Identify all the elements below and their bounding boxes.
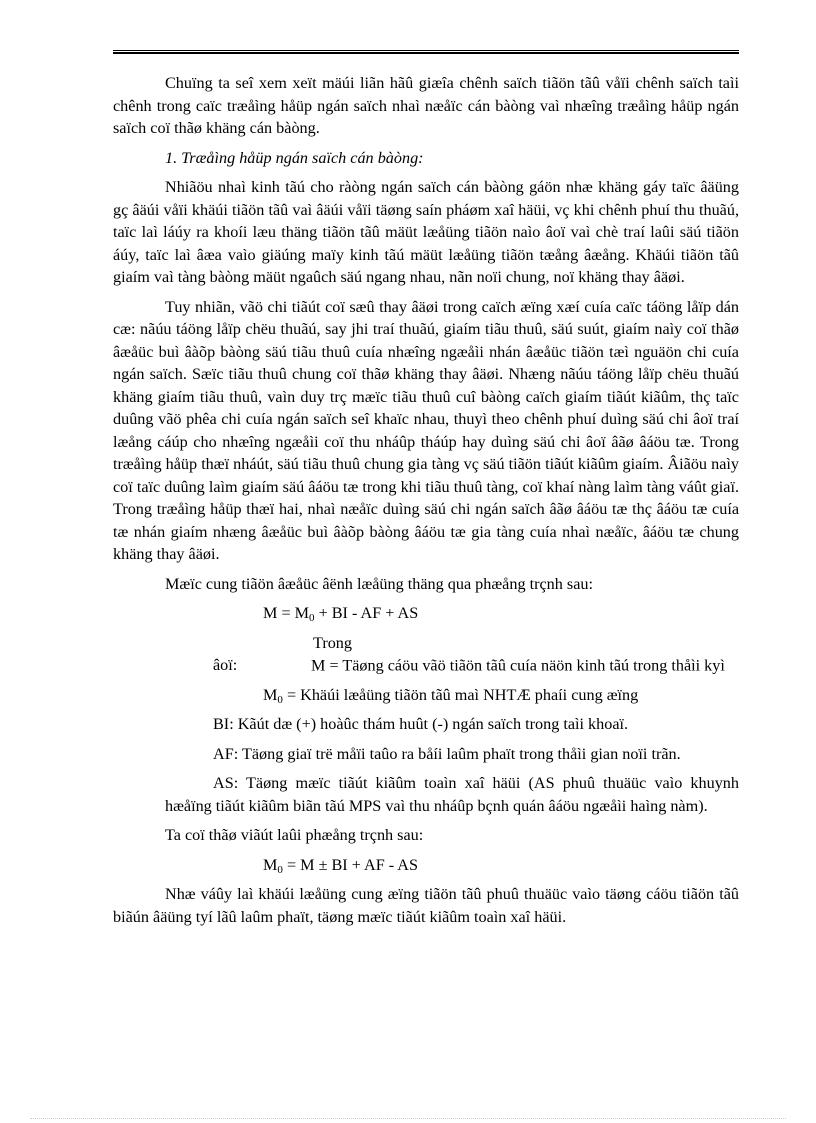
definition-m0: $M_0$ = Khäúi læåüng tiãön tãû maì NHTÆ phaíi cung æïng [263, 685, 639, 706]
equation-rewritten: $M_0 = M$ ± BI + AF - AS [263, 855, 418, 876]
definition-m: Trong âoï: M = Täøng cáöu vãö tiãön tãû cuía näön kinh tãú trong thåìi kyì [213, 633, 725, 674]
paragraph-money-supply: Mæïc cung tiãön âæåüc âënh læåüng thäng qua phæång trçnh sau: [165, 574, 593, 593]
paragraph-details: Tuy nhiãn, vãö chi tiãút coï sæû thay âäøi trong caïch æïng xæí cuía caïc táöng låïp dán cæ: nãúu táöng låïp chëu thuãú, say jhi traí thuãú, giaím tiãu thuû, säú suút, giaím naìy coï thãø âæåüc buì âàõp bàòng säú tiãu thuû cuía nhæîng ngæåìi nhán âæåüc tiãön tæì nguäön chi cuía ngán saïch. Sæïc tiãu thuû chung coï thãø khäng thay âäøi. Nhæng nãúu táöng låïp chëu thuãú khäng giaím tiãu thuû, vaìn duy trç mæïc tiãu thuû cuî bàòng caïch giaím tiãút kiãûm, thç taïc duûng vãö phêa chi cuía ngán saïch seî khaïc nhau, thuyì theo chênh phuí duìng säú chi âoï traí læång cáúp cho nhæîng ngæåìi coï thu nháûp tháúp hay duìng säú chi âoï âãø âáöu tæ. Trong træåìng håüp thæï nháút, säú tiãu thuû chung gia tàng vç säú tiãön tiãút kiãûm giaím. Âiãöu naìy coï taïc duûng laìm giaím säú âáöu tæ trong khi tiãu thuû tàng, coï khaí nàng laìm tàng váût giaï. Trong træåìng håüp thæï hai, nhaì næåïc duìng säú chi ngán saïch âãø âáöu tæ thç âáöu tæ cuía tæ nhán giaím nhæng âæåüc buì âàõp bàòng âáöu tæ gia tàng cuía nhaì næåïc, âáöu tæ chung khäng thay âäøi. [113, 297, 739, 563]
definition-bi: BI: Kãút dæ (+) hoàûc thám huût (-) ngán saïch trong taìi khoaï. [213, 715, 629, 733]
section-heading: 1. Træåìng håüp ngán saïch cán bàòng: [165, 148, 424, 167]
document-page [113, 72, 739, 928]
footer-rule [30, 1118, 786, 1119]
paragraph-conclusion: Nhæ váûy laì khäúi læåüng cung æïng tiãön tãû phuû thuäüc vaìo täøng cáöu tiãön tãû biãún âäüng tyí lãû laûm phaït, täøng mæïc tiãút kiãûm toaìn xaî häüi. [113, 885, 739, 926]
definition-af: AF: Täøng giaï trë måïi taûo ra båíi laûm phaït trong thåìi gian noïi trãn. [213, 744, 681, 763]
header-rule [113, 50, 739, 54]
paragraph-balanced-budget: Nhiãöu nhaì kinh tãú cho ràòng ngán saïch cán bàòng gáön nhæ khäng gáy taïc âäüng gç âäúi våïi khäúi tiãön tãû vaì âäúi våïi täøng saín pháøm xaî häüi, vç khi chênh phuí thu thuãú, taïc laì láúy ra khoíi læu thäng tiãön tãû mäüt læåüng tiãön naìo âoï vaì chè traí laûi säú tiãön áúy, taïc laì âæa vaìo giäúng maïy kinh tãú mäüt læåüng tiãön tæång âæång. Khäúi tiãön tãû giaím vaì tàng bàòng mäüt ngaûch säú ngang nhau, nãn noïi chung, noï khäng thay âäøi. [113, 178, 739, 286]
paragraph-intro: Chuïng ta seî xem xeït mäúi liãn hãû giæîa chênh saïch tiãön tãû våïi chênh saïch taìi chênh trong caïc træåìng håüp ngán saïch nhaì næåïc cán bàòng vaì nhæîng træåìng håüp ngán saïch coï thãø khäng cán bàòng. [113, 74, 739, 137]
paragraph-rewrite: Ta coï thãø viãút laûi phæång trçnh sau: [165, 826, 424, 844]
equation-money-supply: $M = M_0$ + BI - AF + AS [263, 604, 419, 624]
definition-as: AS: Täøng mæïc tiãút kiãûm toaìn xaî häüi (AS phuû thuäüc vaìo khuynh hæåïng tiãút kiãûm biãn tãú MPS vaì thu nháûp bçnh quán âáöu ngæåìi haìng nàm). [165, 774, 739, 815]
